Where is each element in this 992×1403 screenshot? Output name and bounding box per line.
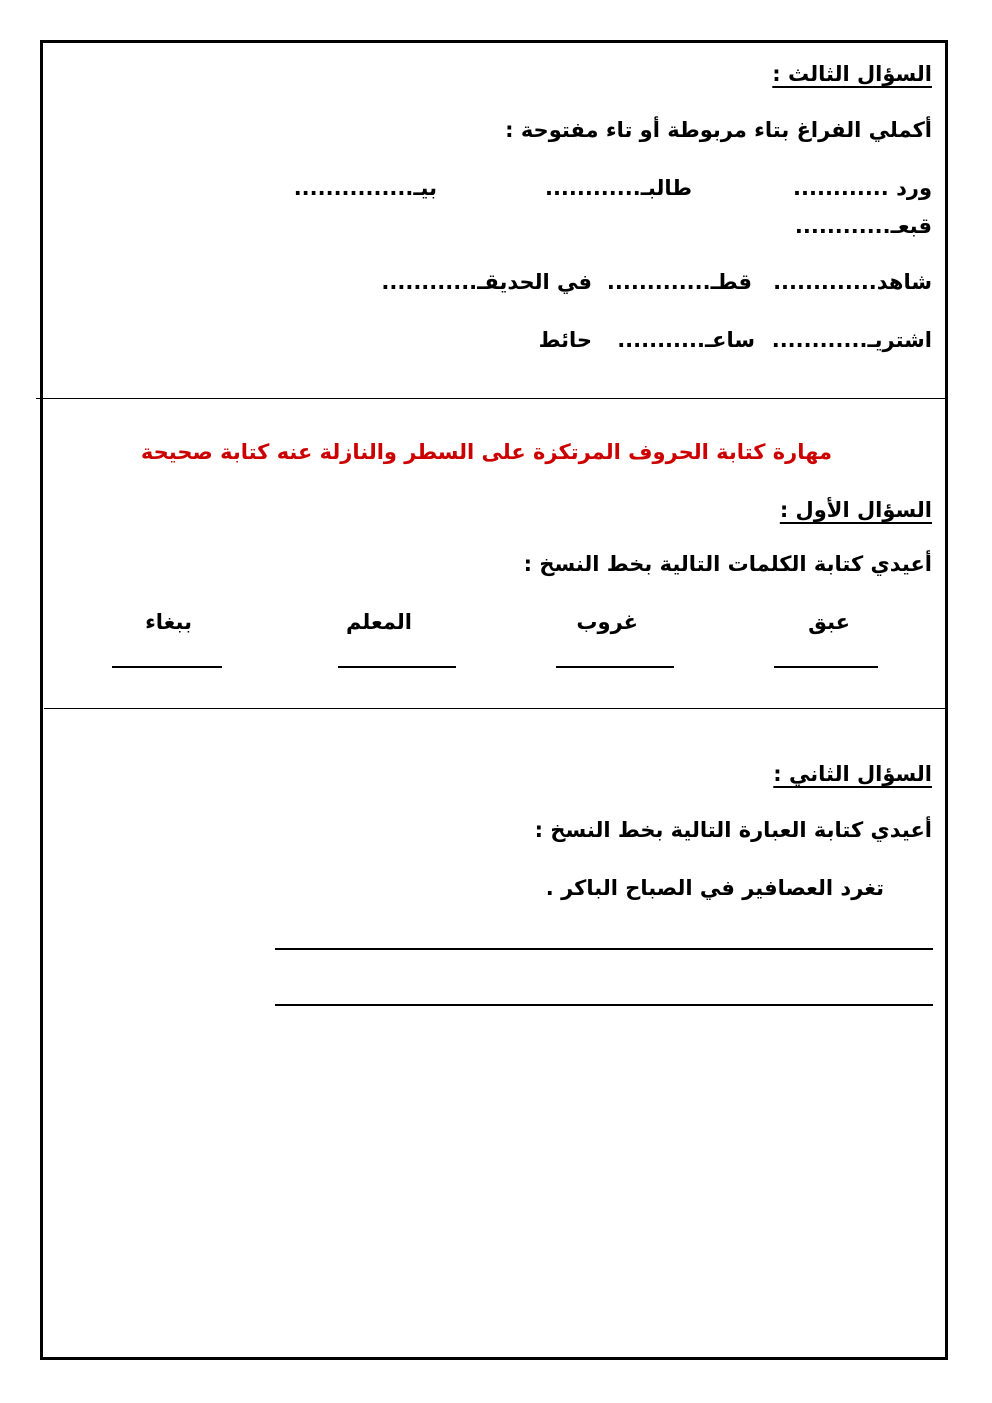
answer-line-abaq	[774, 666, 878, 668]
answer-line-ghurub	[556, 666, 674, 668]
q3-item-shahid: شاهد.............	[773, 270, 932, 294]
q3-item-ward: ورد ............	[793, 176, 932, 200]
q3-item-bay: بيـ...............	[293, 176, 437, 200]
q3-item-haait: حائط	[538, 328, 592, 352]
q2-title: السؤال الثاني :	[773, 762, 932, 786]
q1-word-ghurub: غروب	[576, 610, 638, 634]
q1-word-almuallim: المعلم	[345, 610, 412, 634]
answer-line-babgha	[112, 666, 222, 668]
q1-word-abaq: عبق	[808, 610, 850, 634]
q3-item-qit: قطـ.............	[606, 270, 752, 294]
q3-instruction: أكملي الفراغ بتاء مربوطة أو تاء مفتوحة :	[505, 118, 932, 142]
answer-line-sentence-1	[275, 948, 933, 950]
q3-item-ishtara: اشتريـ............	[771, 328, 932, 352]
q1-word-babgha: ببغاء	[145, 610, 192, 634]
q2-instruction: أعيدي كتابة العبارة التالية بخط النسخ :	[534, 818, 932, 842]
q2-sentence: تغرد العصافير في الصباح الباكر .	[545, 876, 884, 900]
answer-line-almuallim	[338, 666, 456, 668]
section-divider	[44, 708, 948, 709]
q1-title: السؤال الأول :	[779, 498, 932, 522]
answer-line-sentence-2	[275, 1004, 933, 1006]
q3-item-saa: ساعـ...........	[617, 328, 755, 352]
q3-item-talib: طالبـ............	[544, 176, 692, 200]
q1-instruction: أعيدي كتابة الكلمات التالية بخط النسخ :	[523, 552, 932, 576]
q3-item-hadiqa: في الحديقـ............	[381, 270, 592, 294]
q3-item-qubba: قبعـ............	[794, 214, 932, 238]
skill-title: مهارة كتابة الحروف المرتكزة على السطر والنازلة عنه كتابة صحيحة	[140, 440, 832, 464]
section-divider	[36, 398, 946, 399]
q3-title: السؤال الثالث :	[772, 62, 932, 86]
